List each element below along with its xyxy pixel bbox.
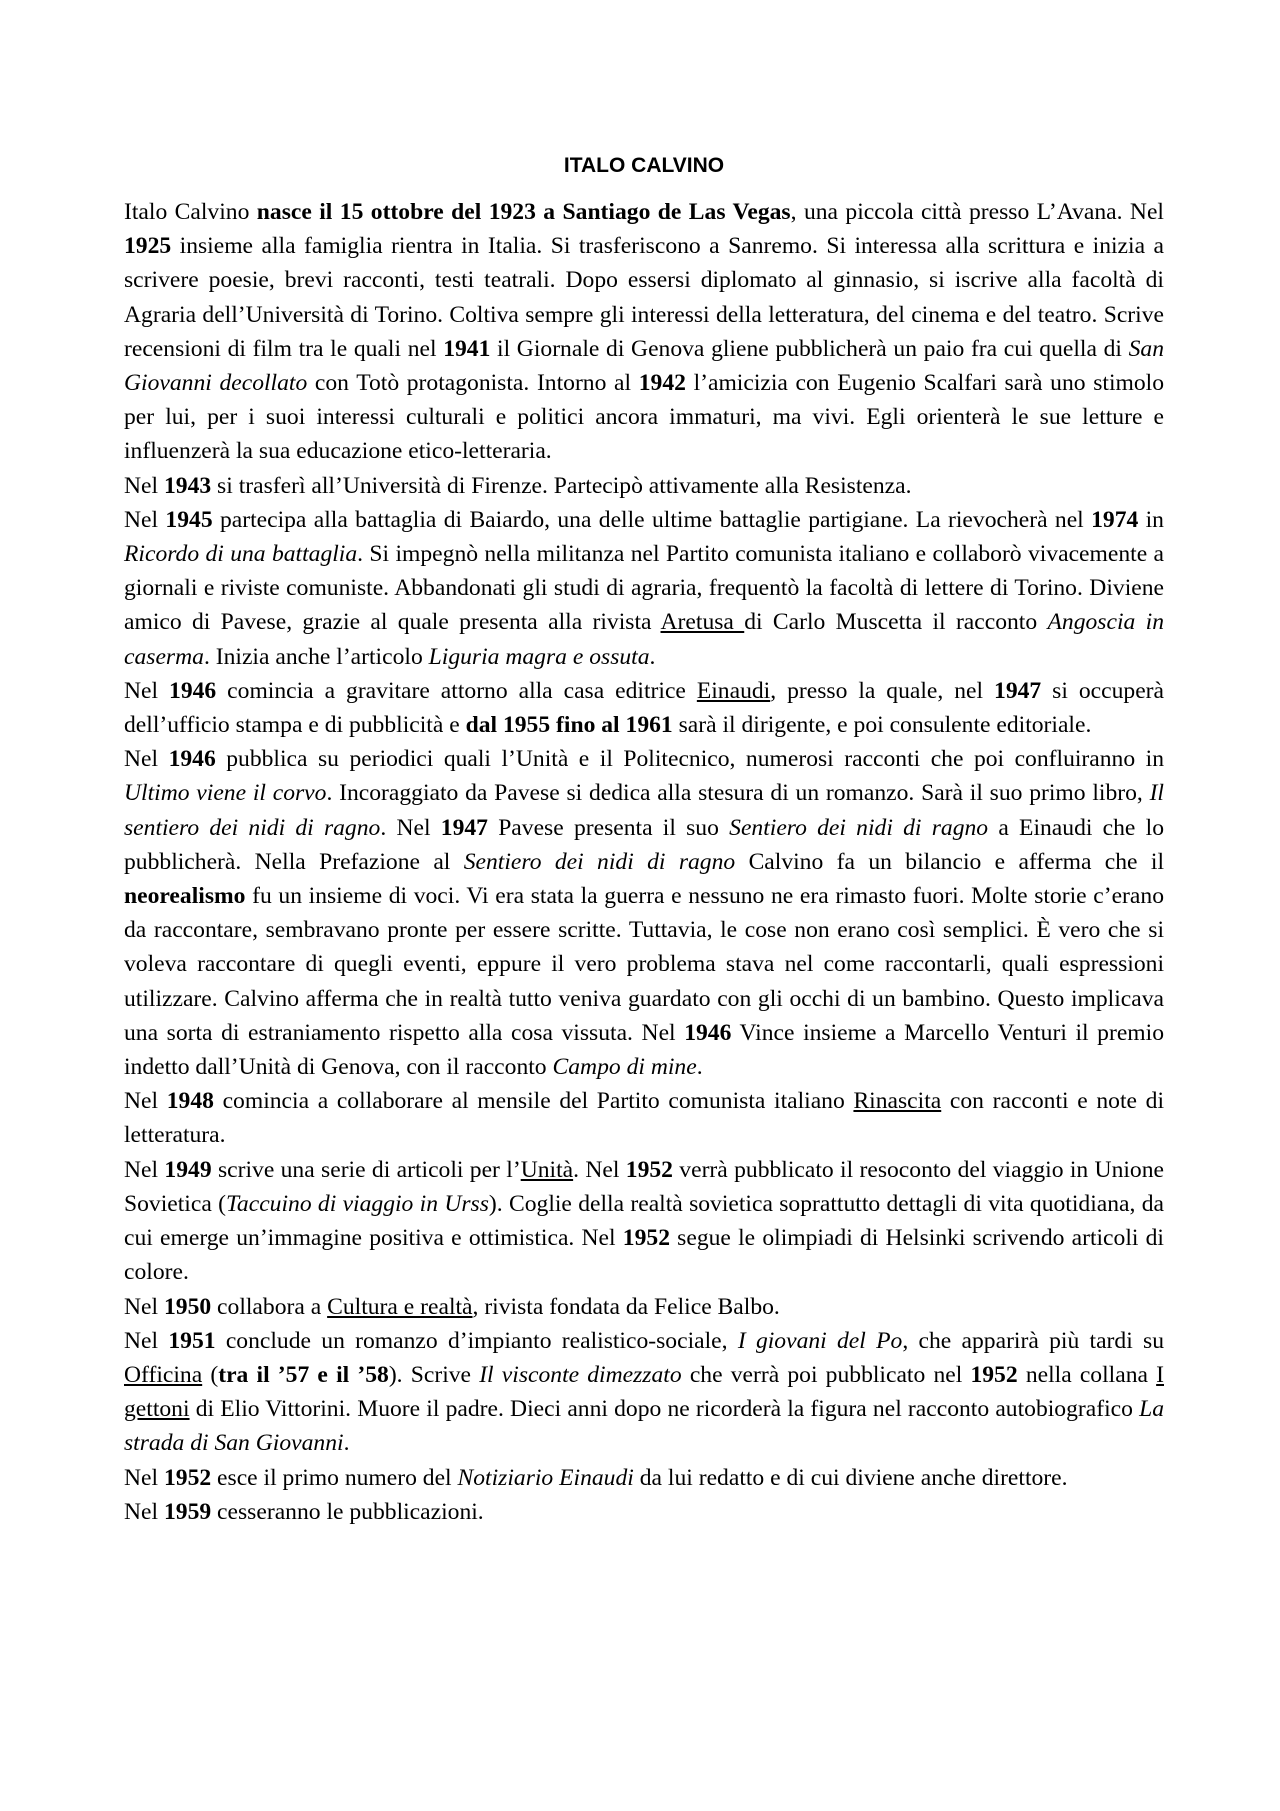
document-body: [124, 195, 1164, 1529]
text-run: , rivista fondata da Felice Balbo.: [472, 1293, 780, 1320]
italic-title: Ricordo di una battaglia: [124, 541, 358, 568]
text-run: Nel: [124, 1464, 164, 1491]
bold-text: 1946: [169, 677, 217, 704]
text-run: . Si impegnò nella militanza nel Partito comunista italiano e collaborò vivacemente a giornali e riviste comuniste. Abbandonati gli studi di agraria, frequentò la facoltà di lettere di Torino. Diviene amico di Pavese, grazie al quale presenta alla rivista: [124, 541, 1164, 636]
text-run: .: [696, 1054, 703, 1081]
underlined-text: Einaudi: [696, 677, 771, 704]
paragraph: [124, 674, 1164, 742]
bold-text: neorealismo: [124, 883, 246, 910]
italic-title: Liguria magra e ossuta: [428, 643, 650, 670]
text-run: con Totò protagonista. Intorno al: [307, 370, 639, 397]
bold-text: 1952: [625, 1156, 673, 1183]
text-run: che verrà poi pubblicato nel: [681, 1361, 971, 1388]
paragraph: [124, 1153, 1164, 1290]
text-run: .: [343, 1430, 350, 1457]
text-run: comincia a gravitare attorno alla casa editrice: [216, 677, 697, 704]
text-run: . Nel: [573, 1156, 626, 1183]
italic-title: Ultimo viene il corvo: [124, 780, 327, 807]
text-run: ). Scrive: [388, 1361, 480, 1388]
text-run: , una piccola città presso L’Avana. Nel: [790, 199, 1164, 225]
underlined-text: Cultura e realtà: [327, 1293, 473, 1320]
text-run: conclude un romanzo d’impianto realistico-sociale,: [215, 1327, 738, 1354]
text-run: ). Coglie della realtà sovietica soprattutto dettagli di vita quotidiana, da cui emerge un’immagine positiva e ottimistica. Nel: [124, 1190, 1164, 1252]
bold-text: 1947: [994, 677, 1042, 704]
text-run: da lui redatto e di cui diviene anche direttore.: [633, 1464, 1068, 1491]
text-run: in: [1138, 506, 1164, 533]
underlined-text: I gettoni: [124, 1361, 1164, 1423]
paragraph: [124, 469, 1164, 503]
text-run: segue le olimpiadi di Helsinki scrivendo articoli di colore.: [124, 1225, 1164, 1286]
document-page: [124, 151, 1164, 1529]
bold-text: 1946: [168, 746, 216, 773]
text-run: (: [202, 1361, 219, 1388]
text-run: Nel: [124, 677, 170, 704]
italic-title: I giovani del Po: [737, 1327, 903, 1354]
bold-text: 1950: [163, 1293, 212, 1320]
bold-text: 1974: [1091, 506, 1139, 533]
text-run: scrive una serie di articoli per l’: [211, 1156, 521, 1183]
italic-title: Il visconte dimezzato: [479, 1361, 682, 1388]
text-run: partecipa alla battaglia di Baiardo, una delle ultime battaglie partigiane. La rievocherà nel: [212, 506, 1092, 533]
text-run: con racconti e note di letteratura.: [124, 1088, 1165, 1149]
text-run: di Carlo Muscetta il racconto: [744, 609, 1048, 636]
bold-text: nasce il 15 ottobre del 1923 a Santiago de Las Vegas: [256, 199, 791, 225]
bold-text: 1951: [168, 1327, 216, 1354]
bold-text: 1952: [970, 1361, 1018, 1388]
text-run: sarà il dirigente, e poi consulente editoriale.: [672, 712, 1092, 739]
bold-text: 1949: [164, 1156, 212, 1183]
underlined-text: Aretusa: [660, 609, 745, 636]
text-run: , presso la quale, nel: [770, 677, 995, 704]
paragraph: [124, 1084, 1164, 1152]
paragraph: [124, 503, 1164, 674]
text-run: insieme alla famiglia rientra in Italia. Si trasferiscono a Sanremo. Si interessa alla scrittura e inizia a scrivere poesie, brevi racconti, testi teatrali. Dopo essersi diplomato al ginnasio, si iscrive alla facoltà di Agraria dell’Università di Torino. Coltiva sempre gli interessi della letteratura, del cinema e del teatro. Scrive recensioni di film tra le quali nel: [124, 233, 1164, 362]
text-run: nella collana: [1017, 1361, 1157, 1388]
text-run: l’amicizia con Eugenio Scalfari sarà uno stimolo per lui, per i suoi interessi culturali e politici ancora immaturi, ma vivi. Egli orienterà le sue letture e influenzerà la sua educazione etico-letteraria.: [124, 370, 1164, 465]
text-run: Nel: [124, 472, 164, 499]
text-run: si occuperà dell’ufficio stampa e di pubblicità e: [124, 677, 1164, 739]
italic-title: Il sentiero dei nidi di ragno: [124, 780, 1164, 841]
text-run: fu un insieme di voci. Vi era stata la guerra e nessuno ne era rimasto fuori. Molte storie c’erano da raccontare, sembravano pronte per essere scritte. Tuttavia, le cose non erano così semplici. È vero che si voleva raccontare di quegli eventi, eppure il vero problema stava nel come raccontarli, quali espressioni utilizzare. Calvino afferma che in realtà tutto veniva guardato con gli occhi di un bambino. Questo implicava una sorta di estraniamento rispetto alla cosa vissuta. Nel: [124, 883, 1164, 1046]
bold-text: dal 1955 fino al 1961: [465, 712, 673, 739]
bold-text: 1925: [124, 233, 172, 260]
bold-text: 1943: [163, 472, 212, 499]
italic-title: La strada di San Giovanni: [124, 1396, 1164, 1457]
bold-text: 1946: [684, 1019, 732, 1046]
bold-text: tra il ’57 e il ’58: [218, 1361, 389, 1388]
text-run: Nel: [124, 1088, 167, 1115]
text-run: comincia a collaborare al mensile del Partito comunista italiano: [213, 1088, 854, 1115]
bold-text: 1945: [165, 506, 213, 533]
text-run: verrà pubblicato il resoconto del viaggio in Unione Sovietica (: [124, 1156, 1165, 1217]
text-run: Nel: [124, 746, 169, 773]
text-run: Nel: [124, 1327, 169, 1354]
text-run: Italo Calvino: [124, 199, 257, 225]
paragraph: [124, 195, 1164, 469]
italic-title: Campo di mine: [552, 1054, 697, 1081]
italic-title: San Giovanni decollato: [124, 335, 1164, 397]
paragraph: [124, 1461, 1164, 1495]
text-run: . Nel: [380, 814, 441, 841]
text-run: a Einaudi che lo pubblicherà. Nella Prefazione al: [124, 814, 1164, 875]
text-run: pubblica su periodici quali l’Unità e il Politecnico, numerosi racconti che poi confluiranno in: [215, 746, 1164, 773]
bold-text: 1941: [443, 335, 491, 362]
italic-title: Notiziario Einaudi: [457, 1464, 634, 1491]
paragraph: [124, 1290, 1164, 1324]
bold-text: 1952: [622, 1225, 670, 1252]
paragraph: [124, 1324, 1164, 1461]
document-title: ITALO CALVINO: [563, 154, 725, 177]
bold-text: 1947: [440, 814, 488, 841]
text-run: , che apparirà più tardi su: [902, 1327, 1165, 1354]
text-run: . Incoraggiato da Pavese si dedica alla stesura di un romanzo. Sarà il suo primo libro,: [326, 780, 1150, 807]
text-run: Nel: [124, 506, 166, 533]
underlined-text: Officina: [124, 1361, 203, 1388]
paragraph: [124, 742, 1164, 1084]
text-run: Nel: [124, 1498, 164, 1525]
text-run: Nel: [124, 1293, 164, 1320]
paragraph: [124, 1495, 1164, 1529]
text-run: cesseranno le pubblicazioni.: [211, 1498, 484, 1525]
bold-text: 1952: [163, 1464, 212, 1491]
underlined-text: Unità: [520, 1156, 574, 1183]
text-run: Pavese presenta il suo: [487, 814, 730, 841]
bold-text: 1948: [166, 1088, 214, 1115]
text-run: Calvino fa un bilancio e afferma che il: [735, 848, 1164, 875]
text-run: di Elio Vittorini. Muore il padre. Dieci anni dopo ne ricorderà la figura nel racconto autobiografico: [189, 1396, 1140, 1423]
text-run: il Giornale di Genova gliene pubblicherà un paio fra cui quella di: [490, 335, 1129, 362]
text-run: collabora a: [211, 1293, 328, 1320]
text-run: esce il primo numero del: [211, 1464, 458, 1491]
bold-text: 1959: [163, 1498, 212, 1525]
text-run: . Inizia anche l’articolo: [203, 643, 429, 670]
text-run: .: [649, 643, 656, 670]
italic-title: Sentiero dei nidi di ragno: [463, 848, 736, 875]
underlined-text: Rinascita: [853, 1088, 942, 1115]
italic-title: Taccuino di viaggio in Urss: [225, 1190, 489, 1217]
bold-text: 1942: [638, 370, 686, 397]
italic-title: Angoscia in caserma: [124, 609, 1164, 670]
text-run: si trasferì all’Università di Firenze. Partecipò attivamente alla Resistenza.: [211, 472, 912, 499]
italic-title: Sentiero dei nidi di ragno: [729, 814, 989, 841]
text-run: Vince insieme a Marcello Venturi il premio indetto dall’Unità di Genova, con il racconto: [124, 1019, 1165, 1081]
text-run: Nel: [124, 1156, 165, 1183]
